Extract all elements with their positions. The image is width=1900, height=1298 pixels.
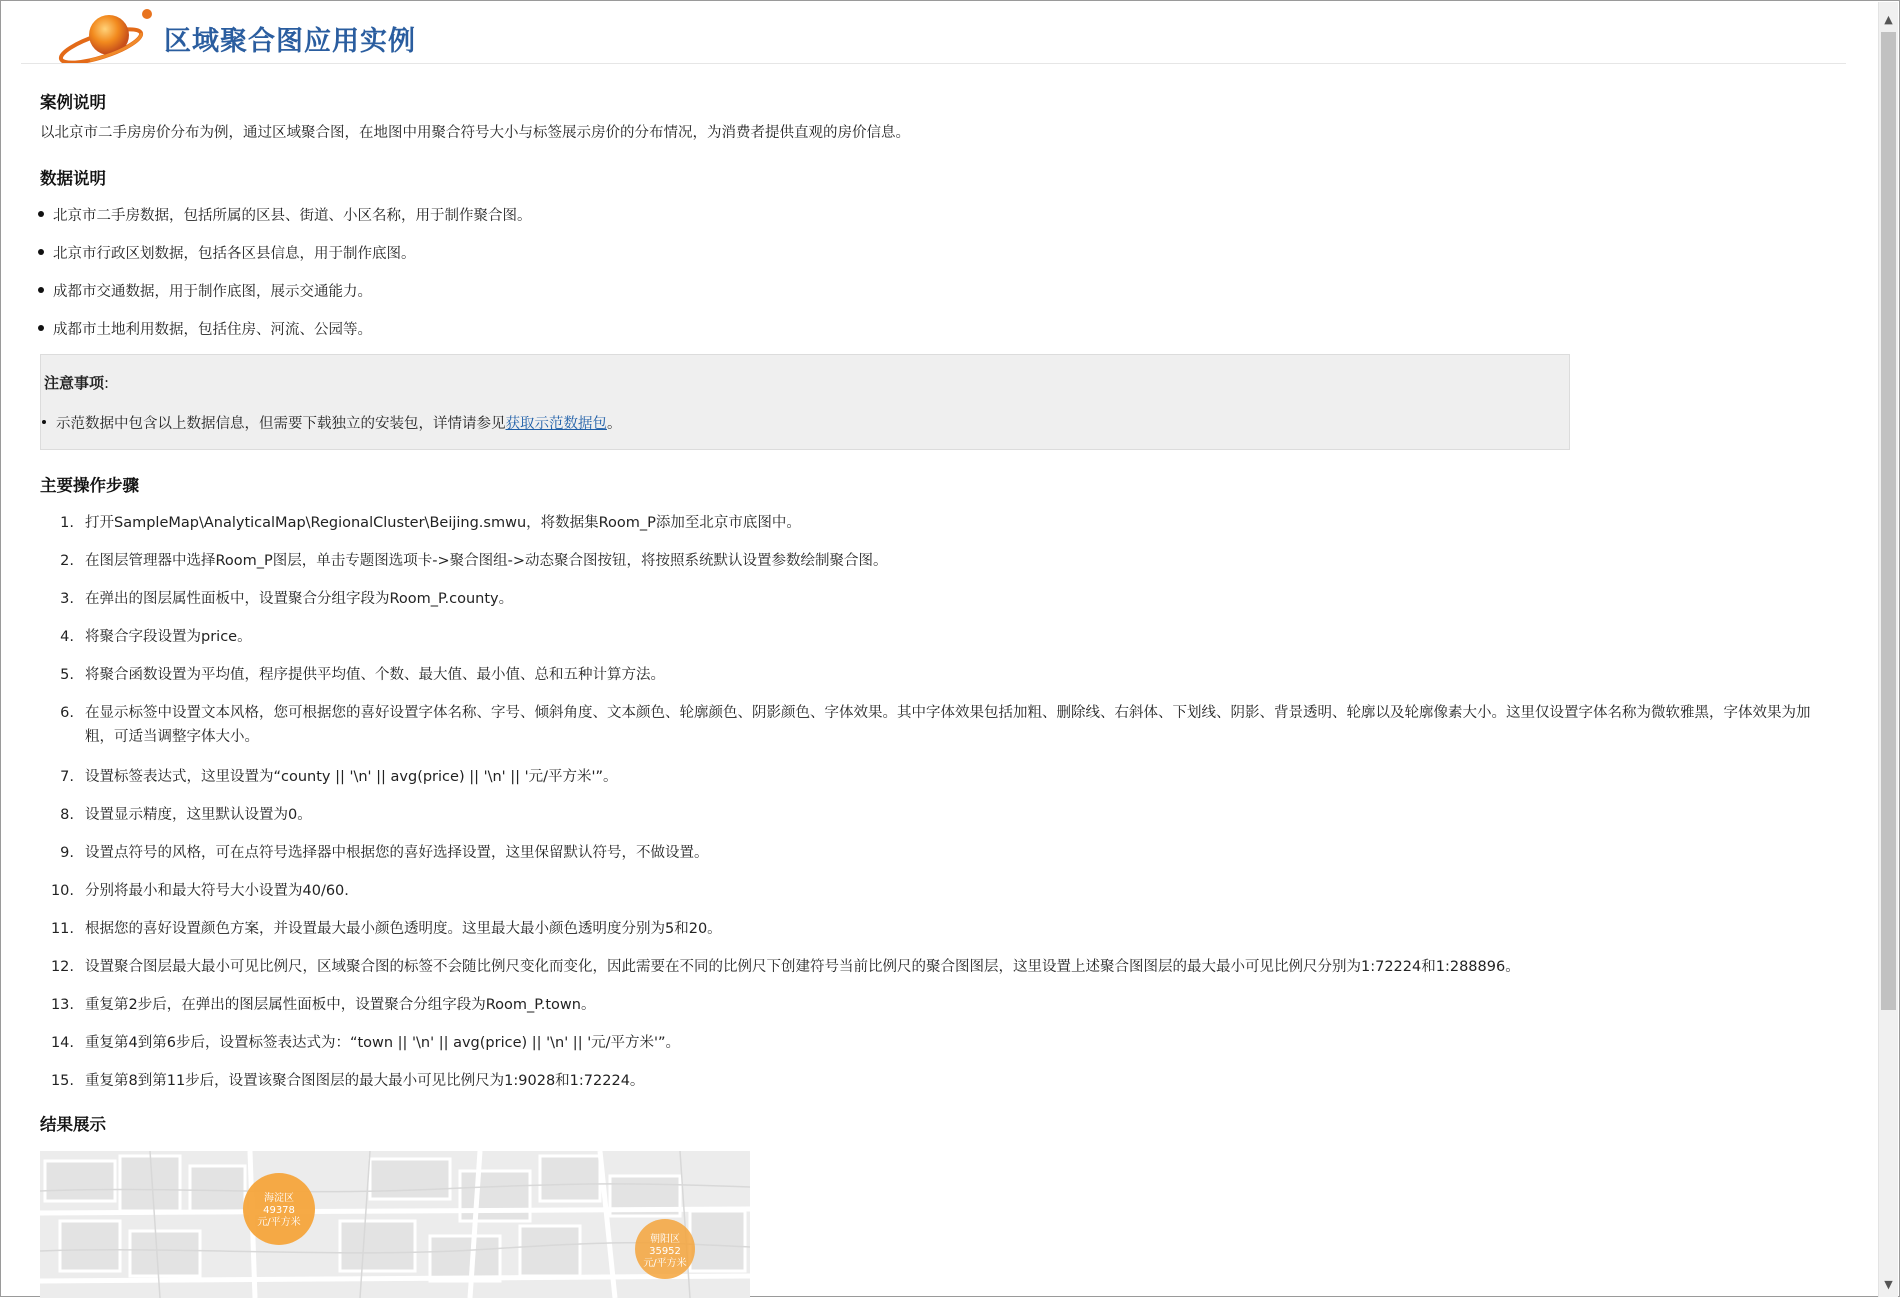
step-number: 10. [50, 883, 74, 899]
data-list-item: 北京市二手房数据，包括所属的区县、街道、小区名称，用于制作聚合图。 [38, 204, 532, 225]
bullet-icon [42, 420, 46, 424]
map-canvas [40, 1151, 750, 1298]
note-box [40, 354, 1570, 450]
step-number: 14. [50, 1035, 74, 1051]
result-map-image [40, 1151, 750, 1298]
svg-text:朝阳区: 朝阳区 [650, 1234, 680, 1245]
case-heading: 案例说明 [40, 93, 106, 112]
step-text: 将聚合函数设置为平均值，程序提供平均值、个数、最大值、最小值、总和五种计算方法。 [85, 667, 665, 683]
step-text: 将聚合字段设置为price。 [85, 629, 252, 645]
step-number: 2. [60, 553, 74, 569]
bullet-icon [38, 249, 44, 255]
step-number: 11. [50, 921, 74, 937]
scrollbar-thumb[interactable] [1881, 32, 1896, 1010]
data-list-item: 成都市交通数据，用于制作底图，展示交通能力。 [38, 280, 372, 301]
page-header [21, 1, 1846, 64]
vertical-scrollbar[interactable] [1878, 2, 1898, 1297]
step-text: 设置聚合图层最大最小可见比例尺，区域聚合图的标签不会随比例尺变化而变化，因此需要在不同的比例尺下创建符号当前比例尺的聚合图图层，这里设置上述聚合图图层的最大最小可见比例尺分别为1:72224和1:288896。 [85, 959, 1520, 975]
step-number: 5. [60, 667, 74, 683]
bullet-icon [38, 211, 44, 217]
data-list-item: 北京市行政区划数据，包括各区县信息，用于制作底图。 [38, 242, 416, 263]
svg-text:元/平方米: 元/平方米 [257, 1217, 301, 1228]
step-text: 在弹出的图层属性面板中，设置聚合分组字段为Room_P.county。 [85, 591, 514, 607]
step-text: 打开SampleMap\AnalyticalMap\RegionalCluster\Beijing.smwu，将数据集Room_P添加至北京市底图中。 [85, 515, 801, 531]
svg-text:元/平方米: 元/平方米 [643, 1258, 687, 1269]
bullet-icon [38, 325, 44, 331]
step-number: 7. [60, 769, 74, 785]
steps-heading: 主要操作步骤 [40, 476, 139, 495]
step-number: 1. [60, 515, 74, 531]
page-title: 区域聚合图应用实例 [164, 26, 416, 57]
step-text: 重复第2步后，在弹出的图层属性面板中，设置聚合分组字段为Room_P.town。 [85, 997, 596, 1013]
step-number: 6. [60, 705, 74, 721]
step-number: 3. [60, 591, 74, 607]
step-text: 分别将最小和最大符号大小设置为40/60. [85, 883, 349, 899]
bullet-icon [38, 287, 44, 293]
result-heading: 结果展示 [40, 1115, 106, 1134]
step-text: 根据您的喜好设置颜色方案，并设置最大最小颜色透明度。这里最大最小颜色透明度分别为5和20。 [85, 921, 722, 937]
cluster-marker-haidian [243, 1173, 315, 1245]
step-number: 8. [60, 807, 74, 823]
step-number: 12. [50, 959, 74, 975]
step-text: 重复第4到第6步后，设置标签表达式为：“town || '\n' || avg(price) || '\n' || '元/平方米'”。 [85, 1035, 681, 1051]
chevron-up-icon[interactable]: ▲ [1884, 13, 1893, 26]
svg-text:35952: 35952 [649, 1246, 681, 1257]
step-number: 15. [50, 1073, 74, 1089]
step-number: 4. [60, 629, 74, 645]
svg-text:海淀区: 海淀区 [264, 1193, 294, 1204]
sample-data-link[interactable]: 获取示范数据包 [505, 416, 607, 432]
step-text: 在图层管理器中选择Room_P图层，单击专题图选项卡->聚合图组->动态聚合图按钮，将按照系统默认设置参数绘制聚合图。 [85, 553, 888, 569]
step-number: 13. [50, 997, 74, 1013]
step-text: 重复第8到第11步后，设置该聚合图图层的最大最小可见比例尺为1:9028和1:72224。 [85, 1073, 645, 1089]
step-text: 设置点符号的风格，可在点符号选择器中根据您的喜好选择设置，这里保留默认符号，不做设置。 [85, 845, 709, 861]
note-item: 示范数据中包含以上数据信息，但需要下载独立的安装包，详情请参见获取示范数据包。 [42, 412, 622, 433]
help-page-content [21, 1, 1871, 1298]
chevron-down-icon[interactable]: ▼ [1884, 1278, 1893, 1291]
note-title: 注意事项: [44, 374, 110, 392]
step-text: 在显示标签中设置文本风格，您可根据您的喜好设置字体名称、字号、倾斜角度、文本颜色、轮廓颜色、阴影颜色、字体效果。其中字体效果包括加粗、删除线、右斜体、下划线、阴影、背景透明、轮廓以及轮廓像素大小。这里仅设置字体名称为微软雅黑，字体效果为加粗，可适当调整字体大小。 [85, 705, 1811, 745]
cluster-marker-chaoyang [635, 1219, 695, 1279]
step-text: 设置显示精度，这里默认设置为0。 [85, 807, 312, 823]
data-heading: 数据说明 [40, 169, 106, 188]
orbit-globe-logo [51, 5, 171, 63]
data-list-item: 成都市土地利用数据，包括住房、河流、公园等。 [38, 318, 372, 339]
step-text: 设置标签表达式，这里设置为“county || '\n' || avg(price) || '\n' || '元/平方米'”。 [85, 769, 618, 785]
svg-text:49378: 49378 [263, 1205, 295, 1216]
step-number: 9. [60, 845, 74, 861]
case-description: 以北京市二手房房价分布为例，通过区域聚合图，在地图中用聚合符号大小与标签展示房价的分布情况，为消费者提供直观的房价信息。 [40, 125, 910, 141]
